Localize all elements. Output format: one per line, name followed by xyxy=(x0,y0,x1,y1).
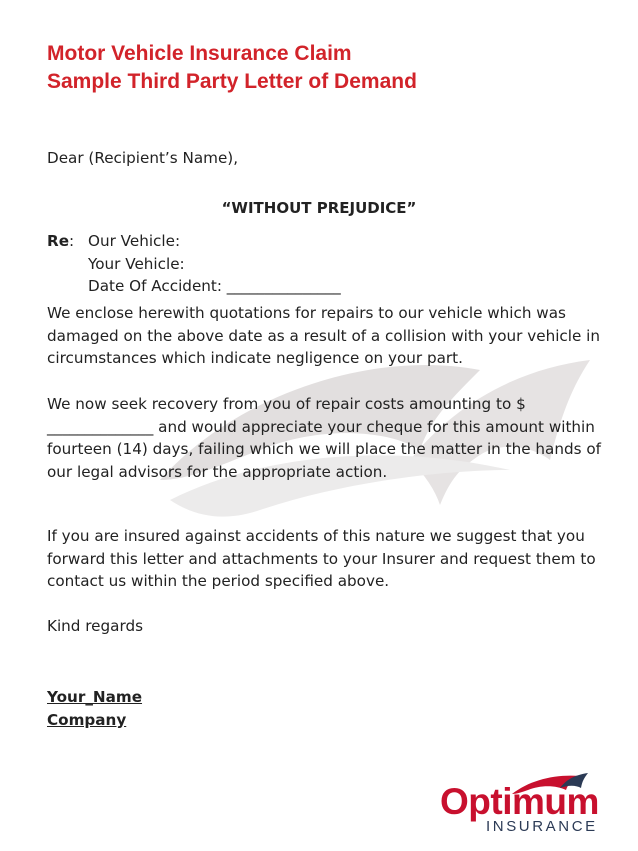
title-line-2: Sample Third Party Letter of Demand xyxy=(47,70,417,93)
paragraph-insurer: If you are insured against accidents of this nature we suggest that you forward this letter and attachments to your Insurer and request them to contact us within the period specified above. xyxy=(47,527,596,591)
letter-title xyxy=(47,40,417,96)
logo-wordmark: Optimum xyxy=(440,781,599,822)
signature-block xyxy=(47,686,142,731)
re-block xyxy=(47,230,607,298)
re-our-vehicle: Our Vehicle: xyxy=(88,232,181,250)
without-prejudice-heading: “WITHOUT PREJUDICE” xyxy=(221,199,417,217)
salutation: Dear (Recipient’s Name), xyxy=(47,149,239,167)
title-line-1: Motor Vehicle Insurance Claim xyxy=(47,42,352,65)
optimum-insurance-logo xyxy=(440,770,615,840)
paragraph-recovery: We now seek recovery from you of repair costs amounting to $ ______________ and would appreciate your cheque for this amount within fourteen (14) days, failing which we will place the matter in the hands of our legal advisors for the appropriate action. xyxy=(47,395,601,481)
closing: Kind regards xyxy=(47,617,144,635)
re-date-of-accident: Date Of Accident: _______________ xyxy=(88,277,341,296)
re-label: Re: xyxy=(47,232,75,250)
logo-subtitle: INSURANCE xyxy=(486,818,598,835)
signature-name: Your_Name xyxy=(47,688,143,706)
re-your-vehicle: Your Vehicle: xyxy=(88,254,185,273)
signature-company: Company xyxy=(47,710,127,729)
paragraph-quotations: We enclose herewith quotations for repairs to our vehicle which was damaged on the above date as a result of a collision with your vehicle in circumstances which indicate negligence on your part. xyxy=(47,304,601,368)
